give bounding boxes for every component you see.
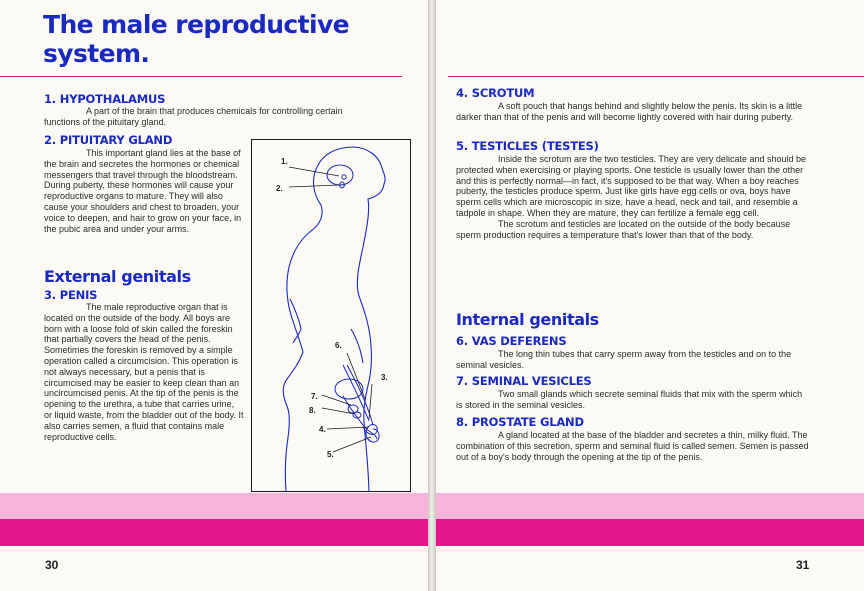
page-number-left: 30 <box>45 558 59 572</box>
footer-band-light <box>436 493 864 519</box>
page-number-right: 31 <box>796 558 810 572</box>
brain-outline <box>327 165 353 185</box>
left-page <box>0 0 428 591</box>
body-outline <box>283 147 385 492</box>
figure-label-8: 8. <box>309 406 316 415</box>
vas-deferens-heading: 6. VAS DEFERENS <box>456 334 567 348</box>
organs-outline <box>327 165 379 442</box>
seminal-vesicles-heading: 7. SEMINAL VESICLES <box>456 374 592 388</box>
external-genitals-heading: External genitals <box>44 267 191 286</box>
hypothalamus-dot <box>342 175 346 179</box>
footer-band-dark <box>0 519 428 546</box>
title-line-2: system. <box>43 39 150 68</box>
footer-band-dark <box>436 519 864 546</box>
title-divider <box>0 76 402 77</box>
internal-genitals-heading: Internal genitals <box>456 310 599 329</box>
scrotum-heading: 4. SCROTUM <box>456 86 535 100</box>
title-line-1: The male reproductive <box>43 10 350 39</box>
footer-band-light <box>0 493 428 519</box>
testicles-heading: 5. TESTICLES (TESTES) <box>456 139 599 153</box>
right-page <box>436 0 864 591</box>
label-lines <box>289 167 372 452</box>
male-body-diagram <box>251 139 411 492</box>
page-title <box>43 10 349 68</box>
prostate-heading: 8. PROSTATE GLAND <box>456 415 584 429</box>
figure-label-1: 1. <box>281 157 288 166</box>
figure-label-5: 5. <box>327 450 334 459</box>
hypothalamus-text: A part of the brain that produces chemicals for controlling certain functions of the pituitary gland. <box>44 106 343 127</box>
prostate-text: A gland located at the base of the bladder and secretes a thin, milky fluid. The combination of this secretion, sperm and seminal fluid is called semen. Semen is passed out of a boy's body through the opening at the tip of the penis. <box>456 430 809 462</box>
top-divider <box>448 76 864 77</box>
testicles-text: Inside the scrotum are the two testicles. They are very delicate and should be protected when exercising or playing sports. One testicle is usually lower than the other and this is perfectly normal—in fact, it's supposed to be that way. When a boy reaches puberty, the testicles produce sperm. Just like girls have egg cells or ova, boys have sperm cells which are microscopic in size, have a head, neck and tail, and resemble a tadpole in shape. When they are mature, they can fertilize a female egg cell. The scrotum and testicles are located on the outside of the body because sperm production requires a temperature that's lower than that of the body. <box>456 154 806 240</box>
book-gutter <box>428 0 436 591</box>
anatomy-figure <box>251 139 411 492</box>
pituitary-heading: 2. PITUITARY GLAND <box>44 133 173 147</box>
penis-heading: 3. PENIS <box>44 288 98 302</box>
scrotum-text: A soft pouch that hangs behind and slightly below the penis. Its skin is a little darker than that of the penis and will become lightly covered with hair during puberty. <box>456 101 803 122</box>
figure-label-6: 6. <box>335 341 342 350</box>
pituitary-text: This important gland lies at the base of the brain and secretes the hormones or chemical messengers that travel through the bloodstream. During puberty, these hormones will cause your reproductive organs to mature. They will also cause your shoulders and chest to broaden, your voice to deepen, and hair to grow on your face, in the pubic area and under your arms. <box>44 148 242 234</box>
figure-label-2: 2. <box>276 184 283 193</box>
vas-deferens-text: The long thin tubes that carry sperm away from the testicles and on to the seminal vesicles. <box>456 349 792 370</box>
figure-label-4: 4. <box>319 425 326 434</box>
hypothalamus-heading: 1. HYPOTHALAMUS <box>44 92 166 106</box>
penis-text: The male reproductive organ that is located on the outside of the body. All boys are born with a loose fold of skin called the foreskin that partially covers the head of the penis. Sometimes the foreskin is removed by a simple operation called a circumcision. This operation is not always necessary, but a penis that is circumcised may be easier to keep clean than an uncircumcised penis. At the tip of the penis is the opening to the urethra, a tube that carries urine, or liquid waste, from the bladder out of the body. It also carries semen, a fluid that contains male reproductive cells. <box>44 302 244 442</box>
figure-label-7: 7. <box>311 392 318 401</box>
seminal-vesicles-text: Two small glands which secrete seminal fluids that mix with the sperm which is stored in the seminal vesicles. <box>456 389 803 410</box>
figure-label-3: 3. <box>381 373 388 382</box>
